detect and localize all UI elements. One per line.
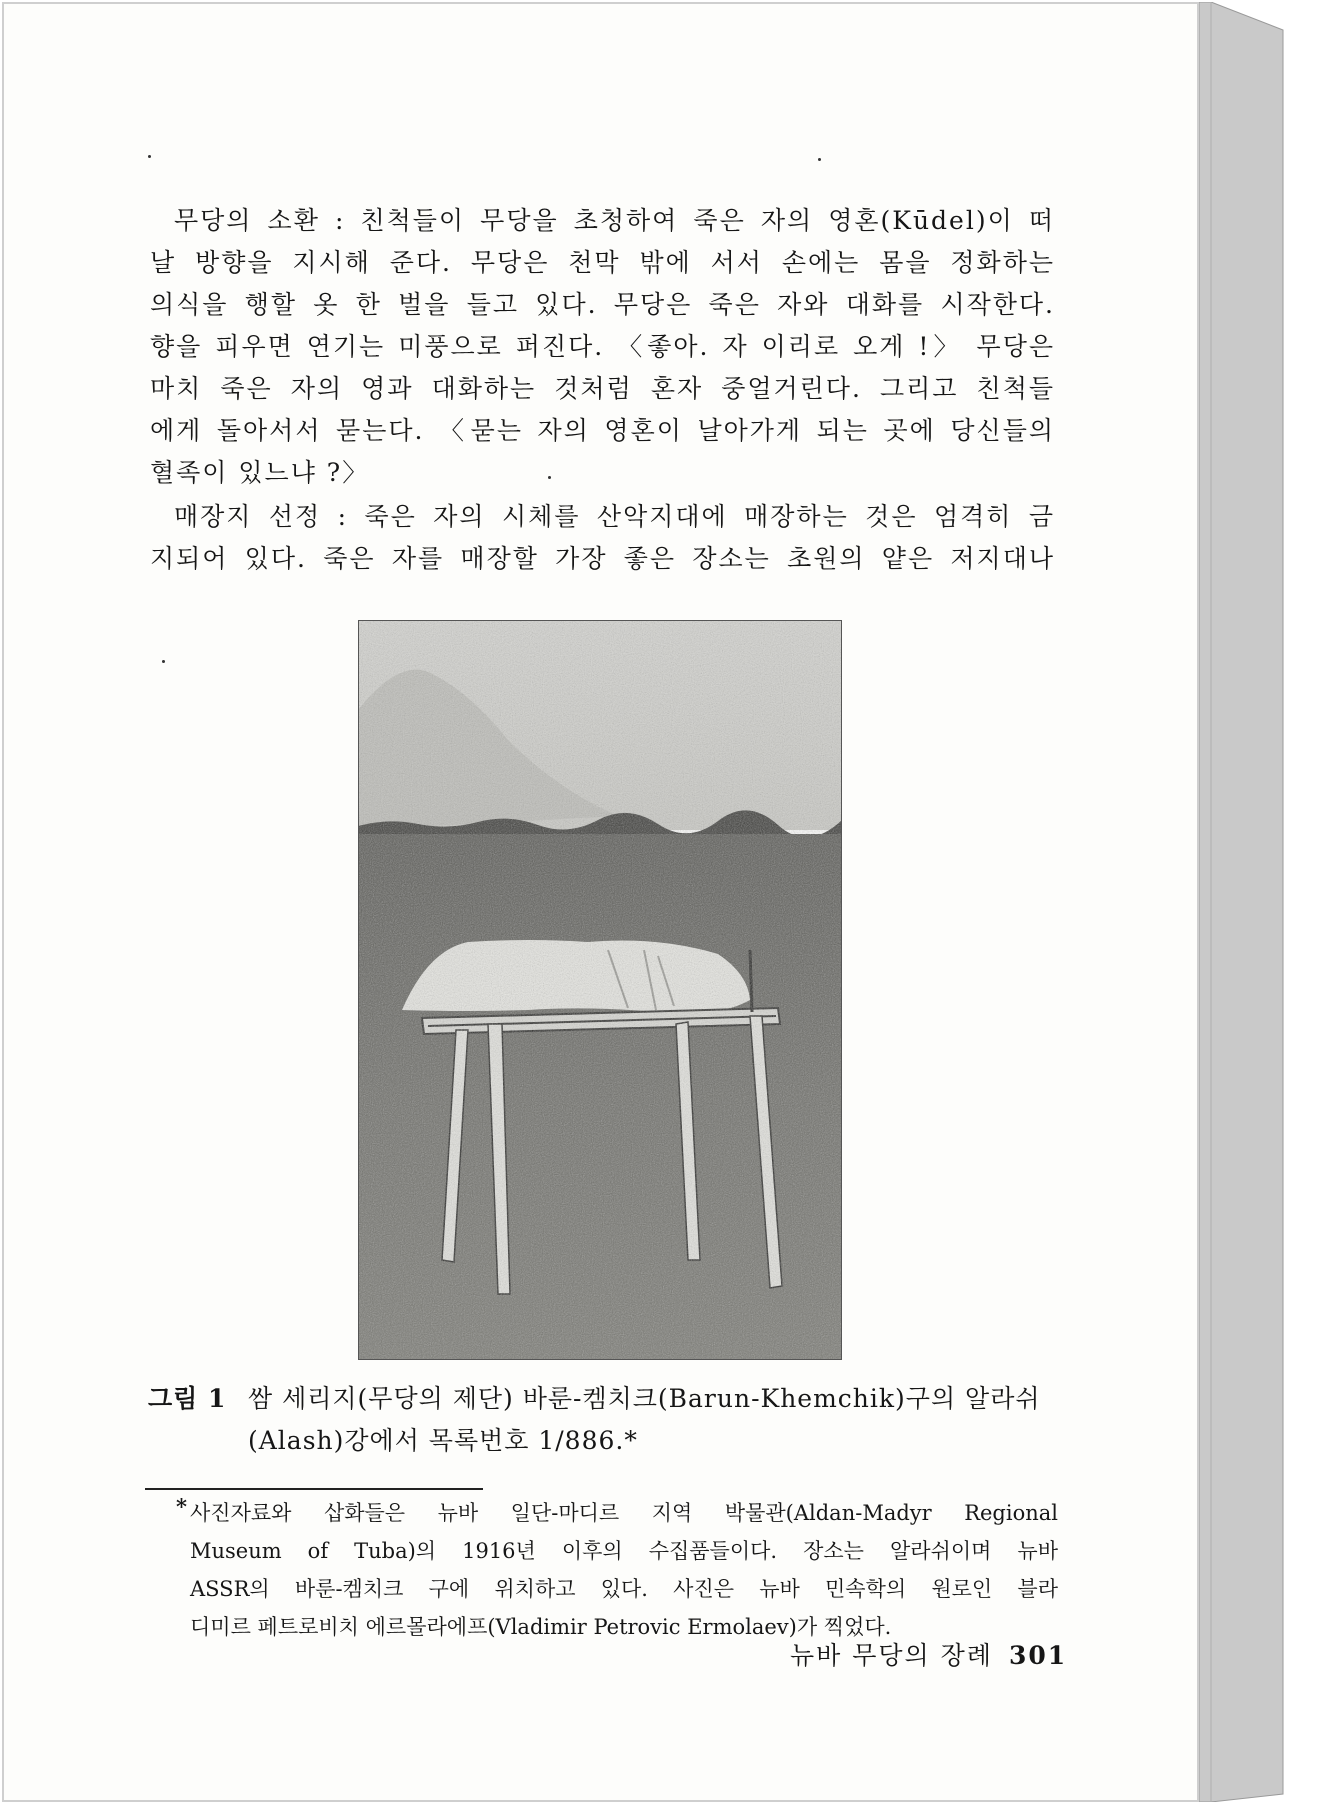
footnote-line: ASSR의 바룬-켐치크 구에 위치하고 있다. 사진은 뉴바 민속학의 원로인 블라 [190, 1577, 1058, 1601]
page-number: 301 [1008, 1641, 1068, 1670]
figure-caption [148, 1378, 1058, 1462]
text-line: 마치 죽은 자의 영과 대화하는 것처럼 혼자 중얼거린다. 그리고 친척들 [150, 374, 1055, 403]
paragraph-burial-site [150, 496, 1055, 580]
footnote [176, 1494, 1058, 1646]
running-title: 뉴바 무당의 장례 [790, 1641, 993, 1670]
running-footer [790, 1636, 1067, 1672]
text-line: 의식을 행할 옷 한 벌을 들고 있다. 무당은 죽은 자와 대화를 시작한다. [150, 290, 1055, 319]
text-line: 에게 돌아서서 묻는다. 〈묻는 자의 영혼이 날아가게 되는 곳에 당신들의 [150, 416, 1055, 445]
page-speck [148, 155, 151, 158]
page-stack-edge [1199, 2, 1289, 1802]
text-line: 지되어 있다. 죽은 자를 매장할 가장 좋은 장소는 초원의 얕은 저지대나 [150, 544, 1055, 573]
text-line: 향을 피우면 연기는 미풍으로 퍼진다. 〈좋아. 자 이리로 오게 !〉 무당은 [150, 332, 1055, 361]
figure-photo [358, 620, 842, 1360]
text-line: 무당의 소환 : 친척들이 무당을 초청하여 죽은 자의 영혼(Kūdel)이 떠 [174, 206, 1055, 235]
text-line: 매장지 선정 : 죽은 자의 시체를 산악지대에 매장하는 것은 엄격히 금 [174, 502, 1055, 531]
caption-line: 쌈 세리지(무당의 제단) 바룬-켐치크(Barun-Khemchik)구의 알라쉬 [248, 1384, 1041, 1413]
text-line: 날 방향을 지시해 준다. 무당은 천막 밖에 서서 손에는 몸을 정화하는 [150, 248, 1055, 277]
footnote-line: Museum of Tuba)의 1916년 이후의 수집품들이다. 장소는 알라쉬이며 뉴바 [190, 1539, 1058, 1563]
caption-line: (Alash)강에서 목록번호 1/886.* [248, 1426, 638, 1455]
footnote-mark: * [176, 1494, 187, 1519]
footnote-rule [145, 1488, 483, 1490]
footnote-line: 사진자료와 삽화들은 뉴바 일단-마디르 지역 박물관(Aldan-Madyr Regional [190, 1501, 1058, 1525]
figure-number: 그림 1 [148, 1384, 227, 1413]
page-speck [162, 660, 165, 663]
footnote-line: 디미르 페트로비치 에르몰라에프(Vladimir Petrovic Ermolaev)가 찍었다. [190, 1615, 892, 1639]
text-line: 혈족이 있느냐 ?〉 [150, 458, 370, 487]
page-speck [818, 158, 821, 161]
paragraph-shaman-summoning [150, 200, 1055, 494]
